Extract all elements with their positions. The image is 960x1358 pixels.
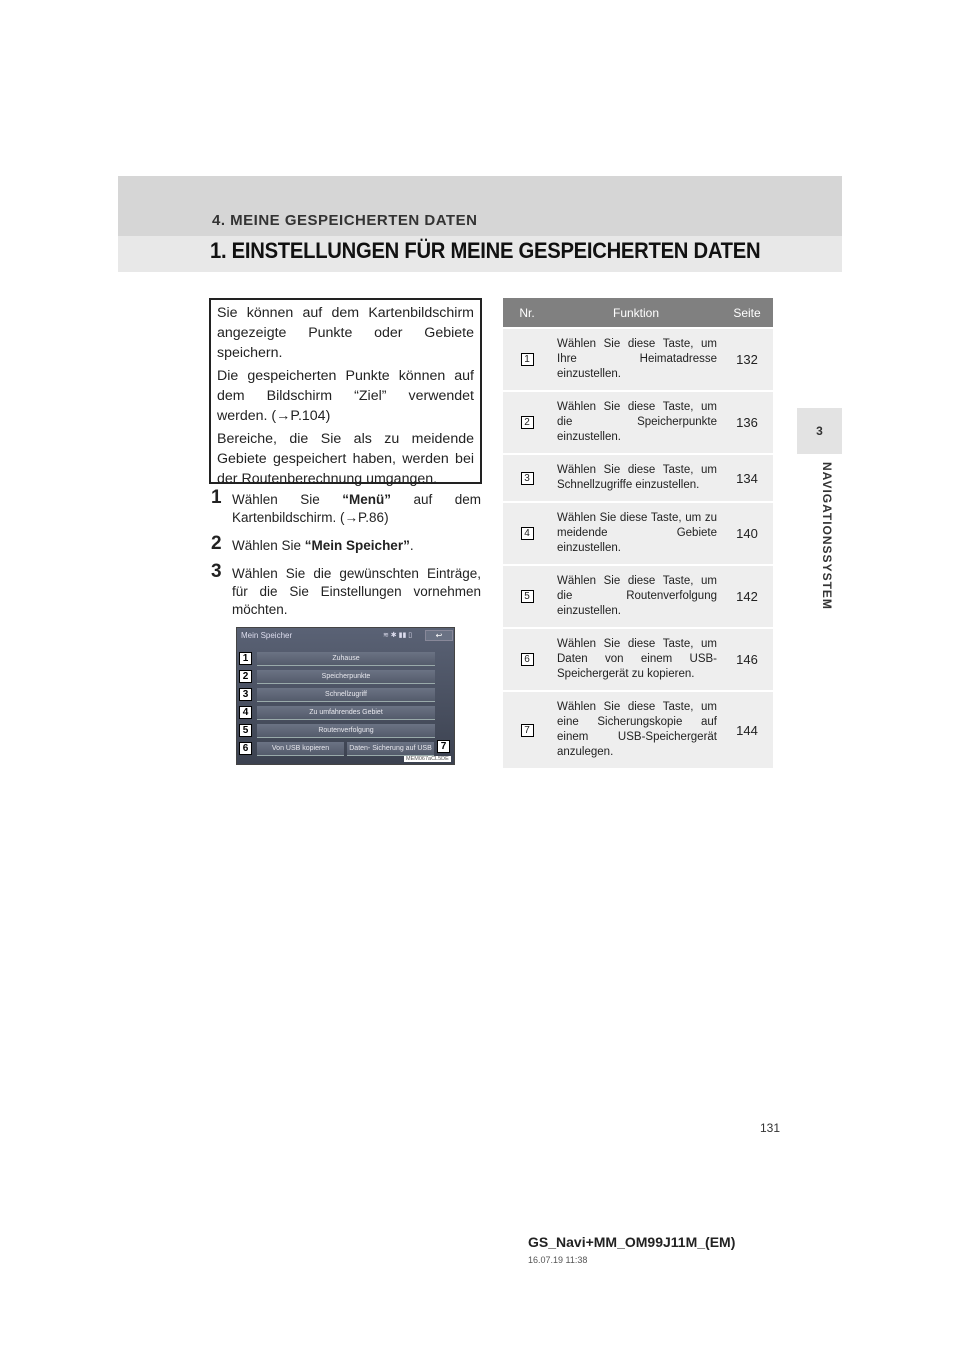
row-number-cell [503, 328, 551, 391]
callout-marker: 6 [239, 742, 252, 755]
table-header: Nr. [503, 298, 551, 328]
figure-code: MEM067aCL5DE [406, 756, 449, 762]
row-number-cell [503, 628, 551, 691]
avoid-area-button[interactable]: Zu umfahrendes Gebiet [257, 706, 435, 720]
row-number-cell [503, 391, 551, 454]
backup-to-usb-button[interactable]: Daten- Sicherung auf USB [347, 742, 434, 756]
table-row [503, 454, 773, 502]
function-cell: Wählen Sie diese Taste, um die Speicherpunkte einzustellen. [551, 391, 721, 454]
row-number-cell [503, 502, 551, 565]
intro-box [209, 298, 482, 487]
table-row [503, 391, 773, 454]
row-number-cell [503, 454, 551, 502]
page-ref-cell: 140 [721, 502, 773, 565]
row-number: 1 [521, 353, 534, 366]
route-tracking-button[interactable]: Routenverfolgung [257, 724, 435, 738]
step-item [211, 533, 481, 555]
back-icon[interactable]: ↩ [425, 630, 453, 641]
callout-marker: 7 [437, 740, 450, 753]
page-ref-cell: 134 [721, 454, 773, 502]
table-row [503, 328, 773, 391]
page-ref-cell: 144 [721, 691, 773, 768]
function-table [503, 298, 773, 768]
step-text: Wählen Sie die gewünschten Einträge, für die Sie Einstellungen vornehmen möchten. [232, 566, 481, 617]
table-header: Seite [721, 298, 773, 328]
step-list [211, 487, 481, 629]
row-number-cell [503, 691, 551, 768]
section-heading: 4. MEINE GESPEICHERTEN DATEN [212, 212, 478, 229]
function-cell: Wählen Sie diese Taste, um Daten von einem USB-Speichergerät zu kopieren. [551, 628, 721, 691]
callout-marker: 4 [239, 706, 252, 719]
step-text: Wählen Sie [232, 492, 343, 507]
memory-points-button[interactable]: Speicherpunkte [257, 670, 435, 684]
page-title: 1. EINSTELLUNGEN FÜR MEINE GESPEICHERTEN DATEN [210, 238, 761, 263]
function-cell: Wählen Sie diese Taste, um Ihre Heimatadresse einzustellen. [551, 328, 721, 391]
row-number: 5 [521, 590, 534, 603]
page-ref-cell: 146 [721, 628, 773, 691]
step-item [211, 487, 481, 527]
row-number: 2 [521, 416, 534, 429]
intro-paragraph: Sie können auf dem Kartenbildschirm angezeigte Punkte oder Gebiete speichern. [217, 305, 474, 361]
row-number: 3 [521, 472, 534, 485]
copy-from-usb-button[interactable]: Von USB kopieren [257, 742, 344, 756]
callout-marker: 5 [239, 724, 252, 737]
table-row [503, 565, 773, 628]
table-row [503, 628, 773, 691]
page-ref-cell: 142 [721, 565, 773, 628]
function-cell: Wählen Sie diese Taste, um zu meidende Gebiete einzustellen. [551, 502, 721, 565]
table-row [503, 502, 773, 565]
page-ref-cell: 136 [721, 391, 773, 454]
row-number: 7 [521, 724, 534, 737]
quick-access-button[interactable]: Schnellzugriff [257, 688, 435, 702]
callout-marker: 3 [239, 688, 252, 701]
table-row [503, 691, 773, 768]
table-header: Funktion [551, 298, 721, 328]
row-number-cell [503, 565, 551, 628]
row-number: 6 [521, 653, 534, 666]
screen-illustration [236, 627, 455, 765]
chapter-tab-label: NAVIGATIONSSYSTEM [820, 462, 834, 610]
step-text: Wählen Sie [232, 538, 305, 553]
function-cell: Wählen Sie diese Taste, um Schnellzugriffe einzustellen. [551, 454, 721, 502]
document-code: GS_Navi+MM_OM99J11M_(EM) [528, 1234, 736, 1250]
print-date: 16.07.19 11:38 [528, 1255, 588, 1265]
page-number: 131 [760, 1121, 781, 1135]
intro-paragraph: Bereiche, die Sie als zu meidende Gebiete gespeichert haben, werden bei der Routenberechnung umgangen. [217, 431, 474, 487]
step-item [211, 561, 481, 619]
step-text: auf dem Kartenbildschirm. (→P.86) [232, 492, 481, 525]
callout-marker: 1 [239, 652, 252, 665]
step-keyword: “Menü” [342, 492, 391, 507]
function-cell: Wählen Sie diese Taste, um die Routenverfolgung einzustellen. [551, 565, 721, 628]
row-number: 4 [521, 527, 534, 540]
screen-title: Mein Speicher [241, 631, 293, 640]
page-ref-cell: 132 [721, 328, 773, 391]
step-text: . [409, 538, 414, 553]
step-number: 3 [211, 561, 222, 582]
chapter-tab-number: 3 [797, 408, 842, 454]
intro-paragraph: Die gespeicherten Punkte können auf dem Bildschirm “Ziel” verwendet werden. (→P.104) [217, 368, 474, 424]
function-cell: Wählen Sie diese Taste, um eine Sicherungskopie auf einem USB-Speichergerät anzulegen. [551, 691, 721, 768]
callout-marker: 2 [239, 670, 252, 683]
step-keyword: “Mein Speicher” [304, 538, 410, 553]
status-icons: ≋ ✱ ▮▮ ▯ [383, 632, 413, 639]
home-button[interactable]: Zuhause [257, 652, 435, 666]
step-number: 1 [211, 487, 222, 508]
step-number: 2 [211, 533, 222, 554]
